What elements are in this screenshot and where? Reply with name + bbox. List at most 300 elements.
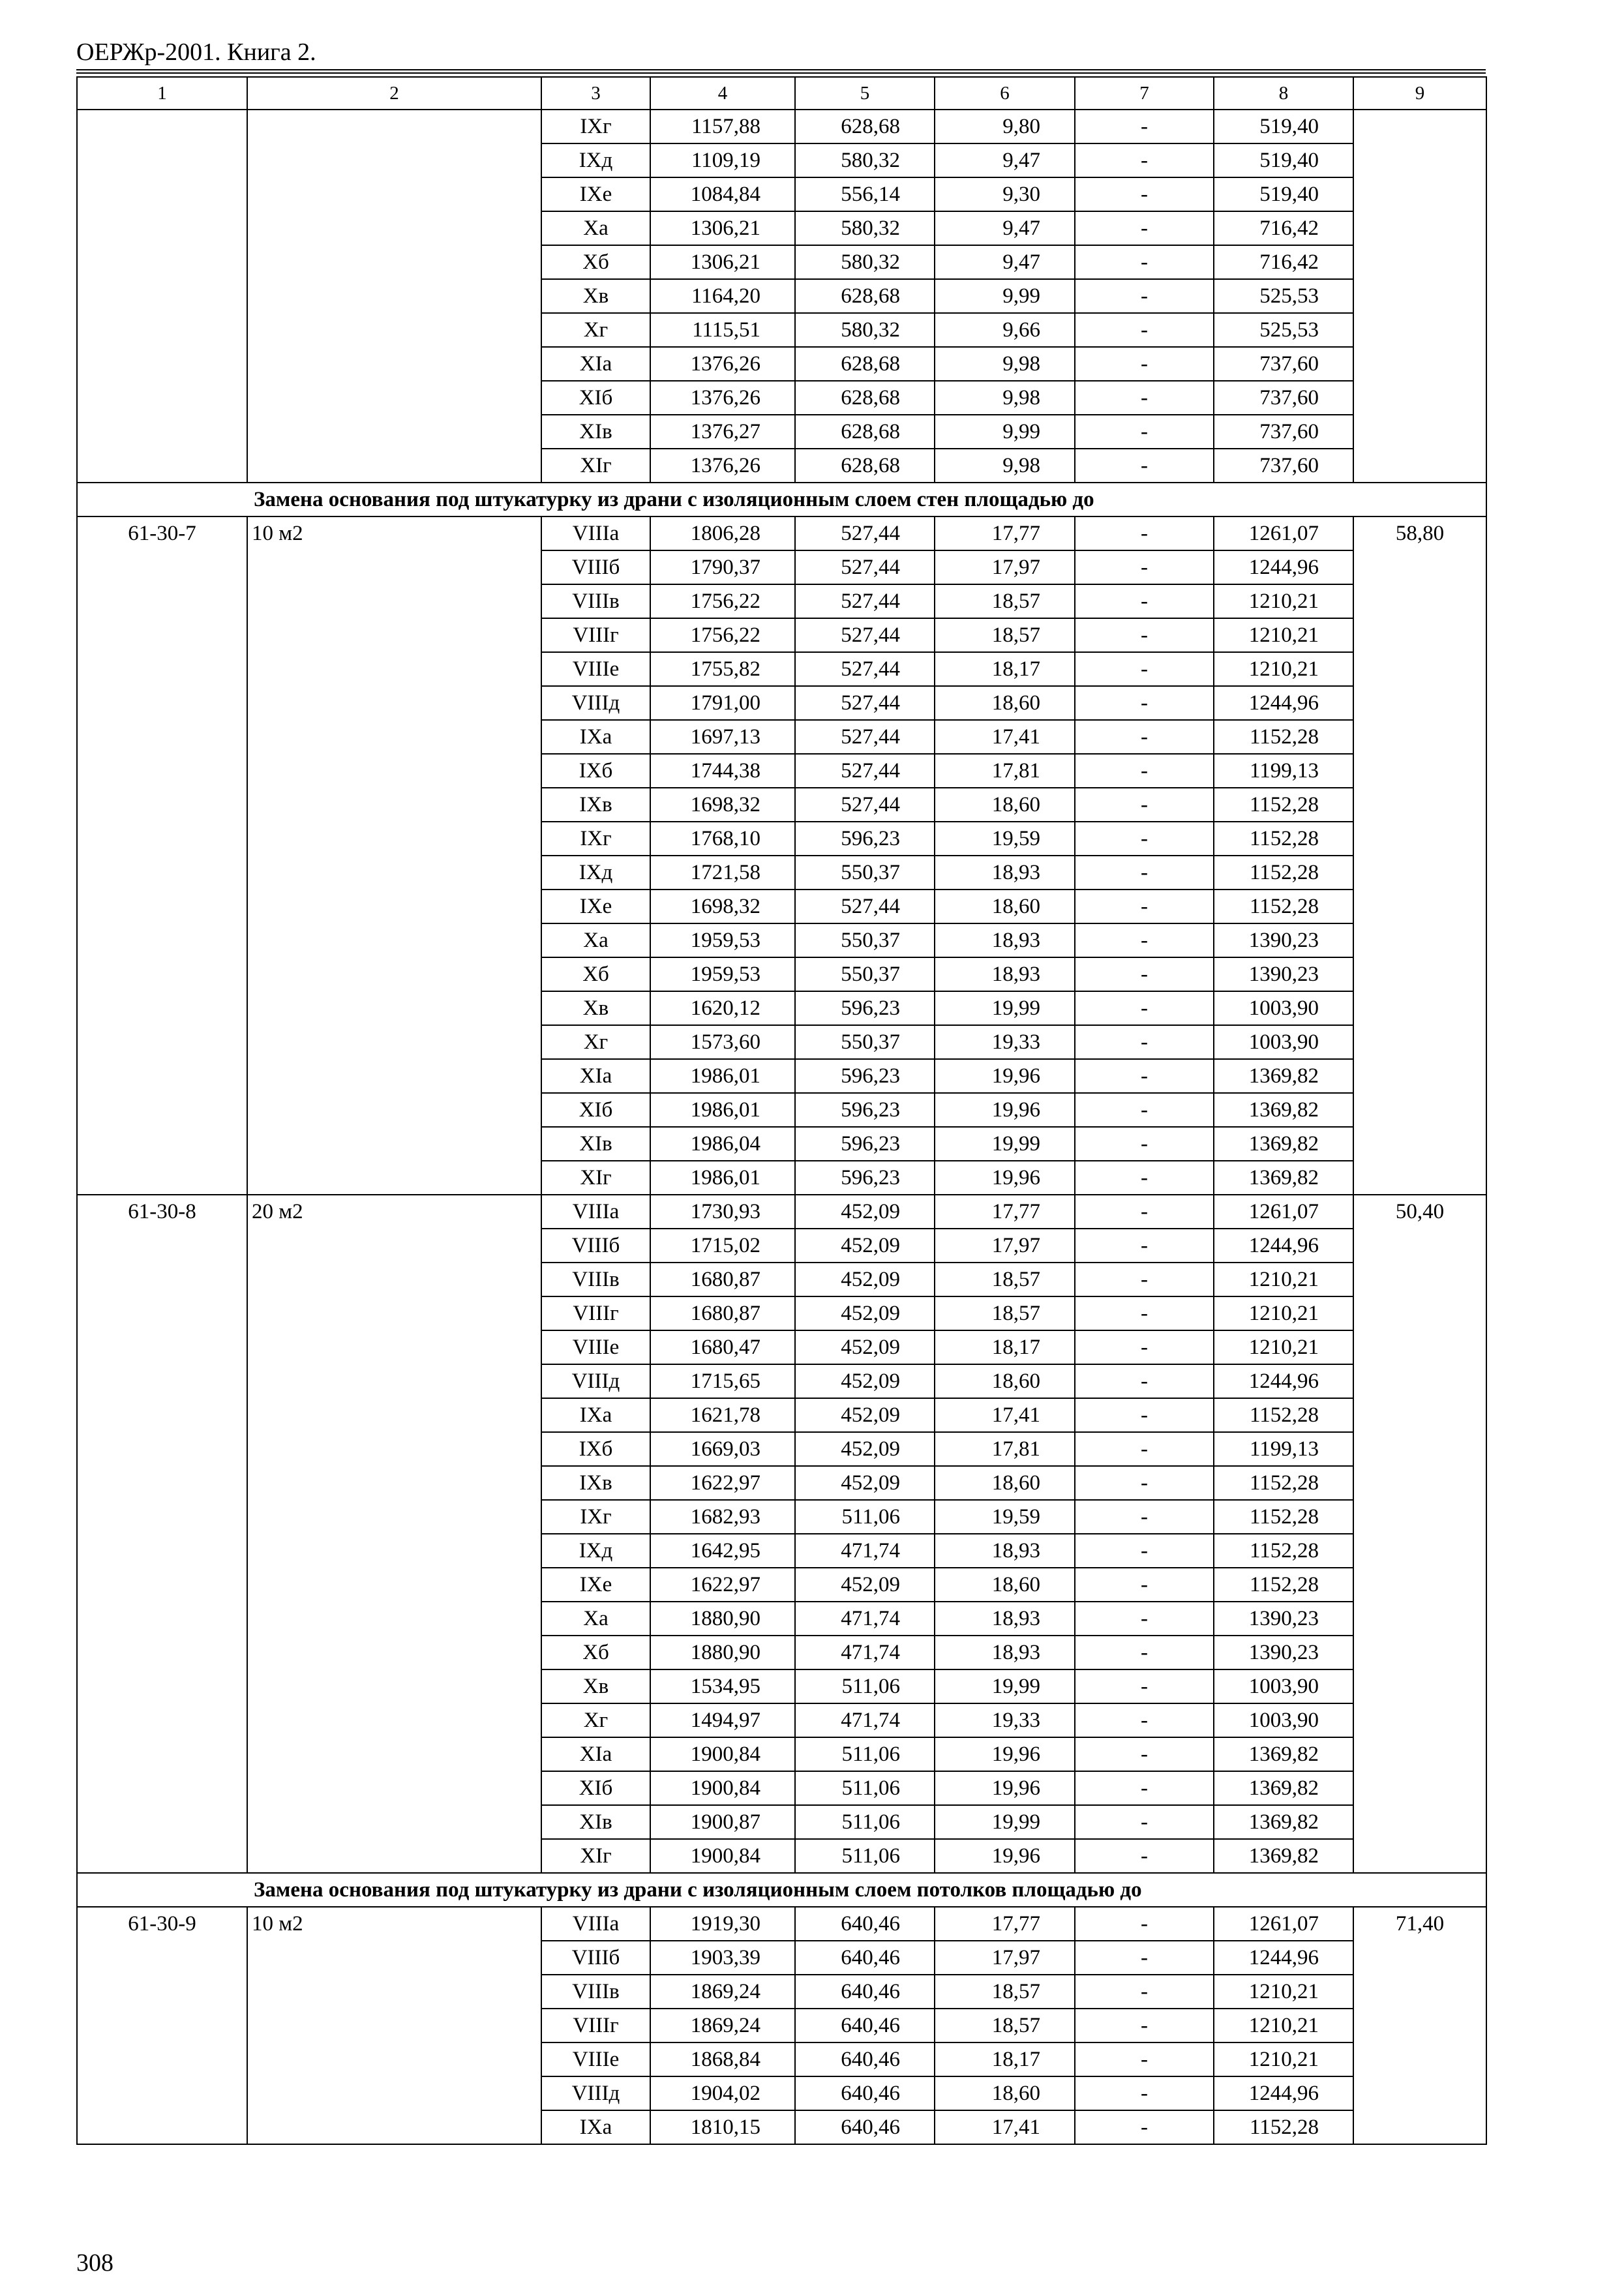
total-cost: 1900,84 — [650, 1737, 795, 1771]
materials-cost: 525,53 — [1214, 313, 1353, 347]
total-cost: 1109,19 — [650, 143, 795, 177]
driver-wage: - — [1075, 1941, 1214, 1975]
materials-cost: 1369,82 — [1214, 1737, 1353, 1771]
materials-cost: 1244,96 — [1214, 1941, 1353, 1975]
driver-wage: - — [1075, 143, 1214, 177]
zone-code: Xг — [541, 313, 650, 347]
labor-cost: 550,37 — [795, 856, 935, 890]
machine-cost: 9,47 — [935, 245, 1075, 279]
zone-code: XIв — [541, 1805, 650, 1839]
materials-cost: 1210,21 — [1214, 652, 1353, 686]
labor-cost: 556,14 — [795, 177, 935, 211]
total-cost: 1621,78 — [650, 1398, 795, 1432]
table-row — [77, 1195, 1486, 1229]
labor-cost: 596,23 — [795, 1093, 935, 1127]
rate-code: 61-30-9 — [77, 1907, 247, 2144]
total-cost: 1620,12 — [650, 991, 795, 1025]
driver-wage: - — [1075, 652, 1214, 686]
machine-cost: 9,30 — [935, 177, 1075, 211]
materials-cost: 1210,21 — [1214, 2009, 1353, 2042]
labor-cost: 527,44 — [795, 618, 935, 652]
driver-wage: - — [1075, 856, 1214, 890]
total-cost: 1698,32 — [650, 890, 795, 923]
materials-cost: 1390,23 — [1214, 1636, 1353, 1669]
labor-cost: 527,44 — [795, 788, 935, 822]
column-number: 9 — [1353, 77, 1486, 110]
zone-code: Xв — [541, 1669, 650, 1703]
zone-code: VIIIд — [541, 2076, 650, 2110]
total-cost: 1157,88 — [650, 110, 795, 143]
driver-wage: - — [1075, 1398, 1214, 1432]
total-cost: 1622,97 — [650, 1568, 795, 1602]
driver-wage: - — [1075, 1805, 1214, 1839]
zone-code: VIIIб — [541, 1229, 650, 1263]
materials-cost: 1261,07 — [1214, 1907, 1353, 1941]
materials-cost: 1210,21 — [1214, 2042, 1353, 2076]
materials-cost: 1369,82 — [1214, 1093, 1353, 1127]
header-rule — [76, 69, 1486, 70]
total-cost: 1721,58 — [650, 856, 795, 890]
zone-code: Xг — [541, 1025, 650, 1059]
labor-cost: 452,09 — [795, 1296, 935, 1330]
materials-cost: 1390,23 — [1214, 957, 1353, 991]
total-cost: 1115,51 — [650, 313, 795, 347]
driver-wage: - — [1075, 822, 1214, 856]
materials-cost: 1369,82 — [1214, 1771, 1353, 1805]
labor-cost: 628,68 — [795, 449, 935, 483]
machine-cost: 19,96 — [935, 1771, 1075, 1805]
table-row — [77, 516, 1486, 550]
total-cost: 1959,53 — [650, 957, 795, 991]
labor-cost: 580,32 — [795, 313, 935, 347]
driver-wage: - — [1075, 618, 1214, 652]
zone-code: IXе — [541, 1568, 650, 1602]
labor-cost: 527,44 — [795, 584, 935, 618]
materials-cost: 1244,96 — [1214, 1229, 1353, 1263]
driver-wage: - — [1075, 1432, 1214, 1466]
materials-cost: 1003,90 — [1214, 1703, 1353, 1737]
section-title-row — [77, 1873, 1486, 1907]
rate-code: 61-30-7 — [77, 516, 247, 1195]
materials-cost: 519,40 — [1214, 110, 1353, 143]
driver-wage: - — [1075, 1737, 1214, 1771]
labor-cost: 511,06 — [795, 1839, 935, 1873]
zone-code: VIIIе — [541, 1330, 650, 1364]
driver-wage: - — [1075, 211, 1214, 245]
total-cost: 1755,82 — [650, 652, 795, 686]
materials-cost: 1210,21 — [1214, 1296, 1353, 1330]
driver-wage: - — [1075, 991, 1214, 1025]
labor-cost: 640,46 — [795, 2042, 935, 2076]
driver-wage: - — [1075, 1364, 1214, 1398]
total-cost: 1164,20 — [650, 279, 795, 313]
machine-cost: 18,60 — [935, 686, 1075, 720]
labor-hours: 58,80 — [1353, 516, 1486, 1195]
unit-of-measure: 10 м2 — [247, 1907, 541, 2144]
zone-code: Xб — [541, 957, 650, 991]
materials-cost: 1210,21 — [1214, 584, 1353, 618]
driver-wage: - — [1075, 245, 1214, 279]
materials-cost: 1261,07 — [1214, 516, 1353, 550]
labor-cost: 580,32 — [795, 245, 935, 279]
column-number: 4 — [650, 77, 795, 110]
materials-cost: 1244,96 — [1214, 1364, 1353, 1398]
machine-cost: 9,47 — [935, 211, 1075, 245]
machine-cost: 19,96 — [935, 1737, 1075, 1771]
labor-cost: 527,44 — [795, 550, 935, 584]
column-number: 7 — [1075, 77, 1214, 110]
driver-wage: - — [1075, 923, 1214, 957]
zone-code: XIг — [541, 1161, 650, 1195]
total-cost: 1900,84 — [650, 1771, 795, 1805]
machine-cost: 19,59 — [935, 822, 1075, 856]
labor-cost: 511,06 — [795, 1771, 935, 1805]
machine-cost: 19,99 — [935, 1805, 1075, 1839]
labor-hours: 50,40 — [1353, 1195, 1486, 1873]
total-cost: 1715,02 — [650, 1229, 795, 1263]
labor-cost: 596,23 — [795, 822, 935, 856]
driver-wage: - — [1075, 415, 1214, 449]
labor-cost: 628,68 — [795, 279, 935, 313]
zone-code: XIа — [541, 1737, 650, 1771]
materials-cost: 1390,23 — [1214, 1602, 1353, 1636]
zone-code: VIIIг — [541, 1296, 650, 1330]
zone-code: Xг — [541, 1703, 650, 1737]
machine-cost: 17,77 — [935, 516, 1075, 550]
machine-cost: 19,96 — [935, 1839, 1075, 1873]
machine-cost: 9,80 — [935, 110, 1075, 143]
zone-code: XIв — [541, 1127, 650, 1161]
total-cost: 1880,90 — [650, 1636, 795, 1669]
zone-code: XIб — [541, 381, 650, 415]
zone-code: IXе — [541, 177, 650, 211]
driver-wage: - — [1075, 890, 1214, 923]
total-cost: 1900,87 — [650, 1805, 795, 1839]
zone-code: VIIIв — [541, 584, 650, 618]
total-cost: 1715,65 — [650, 1364, 795, 1398]
labor-cost: 471,74 — [795, 1703, 935, 1737]
materials-cost: 737,60 — [1214, 381, 1353, 415]
machine-cost: 18,60 — [935, 1466, 1075, 1500]
labor-cost: 452,09 — [795, 1432, 935, 1466]
labor-cost: 580,32 — [795, 211, 935, 245]
zone-code: VIIIг — [541, 2009, 650, 2042]
total-cost: 1680,87 — [650, 1263, 795, 1296]
labor-cost: 640,46 — [795, 2110, 935, 2144]
driver-wage: - — [1075, 1839, 1214, 1873]
total-cost: 1791,00 — [650, 686, 795, 720]
materials-cost: 1199,13 — [1214, 754, 1353, 788]
total-cost: 1698,32 — [650, 788, 795, 822]
labor-cost: 471,74 — [795, 1534, 935, 1568]
labor-cost: 550,37 — [795, 1025, 935, 1059]
driver-wage: - — [1075, 957, 1214, 991]
materials-cost: 1210,21 — [1214, 618, 1353, 652]
zone-code: VIIIд — [541, 1364, 650, 1398]
zone-code: IXб — [541, 1432, 650, 1466]
machine-cost: 18,17 — [935, 1330, 1075, 1364]
total-cost: 1959,53 — [650, 923, 795, 957]
labor-cost: 452,09 — [795, 1263, 935, 1296]
zone-code: VIIIа — [541, 1195, 650, 1229]
total-cost: 1919,30 — [650, 1907, 795, 1941]
driver-wage: - — [1075, 2110, 1214, 2144]
total-cost: 1986,01 — [650, 1093, 795, 1127]
total-cost: 1376,26 — [650, 347, 795, 381]
machine-cost: 17,41 — [935, 1398, 1075, 1432]
total-cost: 1903,39 — [650, 1941, 795, 1975]
machine-cost: 18,60 — [935, 788, 1075, 822]
machine-cost: 18,57 — [935, 1975, 1075, 2009]
rate-code: 61-30-8 — [77, 1195, 247, 1873]
total-cost: 1986,01 — [650, 1161, 795, 1195]
materials-cost: 1003,90 — [1214, 1669, 1353, 1703]
labor-cost: 527,44 — [795, 516, 935, 550]
column-number: 2 — [247, 77, 541, 110]
driver-wage: - — [1075, 1195, 1214, 1229]
total-cost: 1376,26 — [650, 449, 795, 483]
machine-cost: 17,77 — [935, 1195, 1075, 1229]
materials-cost: 1390,23 — [1214, 923, 1353, 957]
driver-wage: - — [1075, 584, 1214, 618]
materials-cost: 525,53 — [1214, 279, 1353, 313]
zone-code: IXд — [541, 143, 650, 177]
total-cost: 1494,97 — [650, 1703, 795, 1737]
materials-cost: 716,42 — [1214, 245, 1353, 279]
zone-code: IXв — [541, 1466, 650, 1500]
zone-code: XIв — [541, 415, 650, 449]
total-cost: 1680,47 — [650, 1330, 795, 1364]
machine-cost: 18,17 — [935, 652, 1075, 686]
machine-cost: 9,99 — [935, 415, 1075, 449]
machine-cost: 19,96 — [935, 1161, 1075, 1195]
labor-cost: 640,46 — [795, 1941, 935, 1975]
total-cost: 1376,26 — [650, 381, 795, 415]
total-cost: 1806,28 — [650, 516, 795, 550]
machine-cost: 17,77 — [935, 1907, 1075, 1941]
driver-wage: - — [1075, 754, 1214, 788]
driver-wage: - — [1075, 1059, 1214, 1093]
labor-cost: 628,68 — [795, 381, 935, 415]
driver-wage: - — [1075, 720, 1214, 754]
driver-wage: - — [1075, 1161, 1214, 1195]
driver-wage: - — [1075, 1263, 1214, 1296]
zone-code: VIIIб — [541, 550, 650, 584]
labor-cost: 527,44 — [795, 652, 935, 686]
total-cost: 1904,02 — [650, 2076, 795, 2110]
total-cost: 1900,84 — [650, 1839, 795, 1873]
total-cost: 1810,15 — [650, 2110, 795, 2144]
driver-wage: - — [1075, 516, 1214, 550]
rates-table — [76, 76, 1487, 2145]
machine-cost: 18,57 — [935, 2009, 1075, 2042]
materials-cost: 1152,28 — [1214, 856, 1353, 890]
driver-wage: - — [1075, 1636, 1214, 1669]
zone-code: VIIIа — [541, 516, 650, 550]
materials-cost: 1210,21 — [1214, 1263, 1353, 1296]
zone-code: IXд — [541, 856, 650, 890]
zone-code: IXг — [541, 1500, 650, 1534]
materials-cost: 1369,82 — [1214, 1805, 1353, 1839]
driver-wage: - — [1075, 449, 1214, 483]
materials-cost: 1244,96 — [1214, 550, 1353, 584]
driver-wage: - — [1075, 1127, 1214, 1161]
materials-cost: 1210,21 — [1214, 1975, 1353, 2009]
zone-code: VIIIв — [541, 1975, 650, 2009]
labor-hours — [1353, 110, 1486, 483]
driver-wage: - — [1075, 550, 1214, 584]
zone-code: XIа — [541, 347, 650, 381]
machine-cost: 18,93 — [935, 856, 1075, 890]
zone-code: IXб — [541, 754, 650, 788]
unit-of-measure: 10 м2 — [247, 516, 541, 1195]
labor-cost: 628,68 — [795, 347, 935, 381]
driver-wage: - — [1075, 1296, 1214, 1330]
driver-wage: - — [1075, 2042, 1214, 2076]
zone-code: VIIIд — [541, 686, 650, 720]
machine-cost: 17,41 — [935, 720, 1075, 754]
machine-cost: 18,57 — [935, 584, 1075, 618]
labor-cost: 511,06 — [795, 1669, 935, 1703]
total-cost: 1869,24 — [650, 1975, 795, 2009]
zone-code: XIг — [541, 449, 650, 483]
zone-code: IXа — [541, 720, 650, 754]
driver-wage: - — [1075, 788, 1214, 822]
total-cost: 1669,03 — [650, 1432, 795, 1466]
labor-cost: 452,09 — [795, 1568, 935, 1602]
machine-cost: 17,97 — [935, 550, 1075, 584]
machine-cost: 9,98 — [935, 347, 1075, 381]
total-cost: 1744,38 — [650, 754, 795, 788]
column-number: 1 — [77, 77, 247, 110]
zone-code: VIIIв — [541, 1263, 650, 1296]
zone-code: XIг — [541, 1839, 650, 1873]
machine-cost: 19,33 — [935, 1703, 1075, 1737]
driver-wage: - — [1075, 2009, 1214, 2042]
materials-cost: 737,60 — [1214, 415, 1353, 449]
zone-code: IXд — [541, 1534, 650, 1568]
labor-cost: 527,44 — [795, 890, 935, 923]
materials-cost: 716,42 — [1214, 211, 1353, 245]
materials-cost: 1152,28 — [1214, 1398, 1353, 1432]
unit-of-measure — [247, 110, 541, 483]
materials-cost: 1369,82 — [1214, 1127, 1353, 1161]
section-title: Замена основания под штукатурку из драни с изоляционным слоем стен площадью до — [77, 483, 1486, 516]
driver-wage: - — [1075, 686, 1214, 720]
total-cost: 1756,22 — [650, 584, 795, 618]
driver-wage: - — [1075, 1330, 1214, 1364]
labor-cost: 550,37 — [795, 923, 935, 957]
total-cost: 1868,84 — [650, 2042, 795, 2076]
materials-cost: 1244,96 — [1214, 2076, 1353, 2110]
total-cost: 1730,93 — [650, 1195, 795, 1229]
labor-cost: 471,74 — [795, 1602, 935, 1636]
labor-cost: 596,23 — [795, 1161, 935, 1195]
labor-cost: 640,46 — [795, 1907, 935, 1941]
machine-cost: 18,17 — [935, 2042, 1075, 2076]
machine-cost: 17,97 — [935, 1941, 1075, 1975]
unit-of-measure: 20 м2 — [247, 1195, 541, 1873]
materials-cost: 1152,28 — [1214, 890, 1353, 923]
zone-code: VIIIа — [541, 1907, 650, 1941]
driver-wage: - — [1075, 1602, 1214, 1636]
machine-cost: 19,99 — [935, 1127, 1075, 1161]
machine-cost: 18,60 — [935, 890, 1075, 923]
total-cost: 1642,95 — [650, 1534, 795, 1568]
total-cost: 1084,84 — [650, 177, 795, 211]
driver-wage: - — [1075, 381, 1214, 415]
machine-cost: 18,93 — [935, 1534, 1075, 1568]
materials-cost: 1003,90 — [1214, 1025, 1353, 1059]
driver-wage: - — [1075, 2076, 1214, 2110]
materials-cost: 1210,21 — [1214, 1330, 1353, 1364]
machine-cost: 18,93 — [935, 1636, 1075, 1669]
zone-code: IXв — [541, 788, 650, 822]
zone-code: Xб — [541, 1636, 650, 1669]
machine-cost: 19,33 — [935, 1025, 1075, 1059]
total-cost: 1622,97 — [650, 1466, 795, 1500]
labor-hours: 71,40 — [1353, 1907, 1486, 2144]
total-cost: 1986,04 — [650, 1127, 795, 1161]
column-number: 5 — [795, 77, 935, 110]
zone-code: VIIIб — [541, 1941, 650, 1975]
column-number-row — [77, 77, 1486, 110]
zone-code: IXа — [541, 1398, 650, 1432]
table-row — [77, 110, 1486, 143]
machine-cost: 9,98 — [935, 381, 1075, 415]
materials-cost: 519,40 — [1214, 177, 1353, 211]
column-number: 8 — [1214, 77, 1353, 110]
driver-wage: - — [1075, 177, 1214, 211]
total-cost: 1869,24 — [650, 2009, 795, 2042]
machine-cost: 19,96 — [935, 1093, 1075, 1127]
machine-cost: 9,98 — [935, 449, 1075, 483]
labor-cost: 452,09 — [795, 1364, 935, 1398]
zone-code: Xа — [541, 211, 650, 245]
zone-code: Xа — [541, 1602, 650, 1636]
total-cost: 1680,87 — [650, 1296, 795, 1330]
materials-cost: 1152,28 — [1214, 822, 1353, 856]
total-cost: 1306,21 — [650, 211, 795, 245]
zone-code: VIIIе — [541, 2042, 650, 2076]
zone-code: XIа — [541, 1059, 650, 1093]
materials-cost: 1152,28 — [1214, 1500, 1353, 1534]
driver-wage: - — [1075, 1466, 1214, 1500]
driver-wage: - — [1075, 1025, 1214, 1059]
section-title-row — [77, 483, 1486, 516]
driver-wage: - — [1075, 1703, 1214, 1737]
labor-cost: 640,46 — [795, 2076, 935, 2110]
machine-cost: 17,97 — [935, 1229, 1075, 1263]
driver-wage: - — [1075, 1500, 1214, 1534]
labor-cost: 511,06 — [795, 1500, 935, 1534]
total-cost: 1880,90 — [650, 1602, 795, 1636]
labor-cost: 640,46 — [795, 2009, 935, 2042]
total-cost: 1768,10 — [650, 822, 795, 856]
labor-cost: 550,37 — [795, 957, 935, 991]
materials-cost: 1152,28 — [1214, 1568, 1353, 1602]
zone-code: IXг — [541, 822, 650, 856]
materials-cost: 1244,96 — [1214, 686, 1353, 720]
total-cost: 1682,93 — [650, 1500, 795, 1534]
driver-wage: - — [1075, 279, 1214, 313]
total-cost: 1573,60 — [650, 1025, 795, 1059]
zone-code: IXе — [541, 890, 650, 923]
machine-cost: 19,59 — [935, 1500, 1075, 1534]
total-cost: 1790,37 — [650, 550, 795, 584]
materials-cost: 1003,90 — [1214, 991, 1353, 1025]
materials-cost: 1199,13 — [1214, 1432, 1353, 1466]
